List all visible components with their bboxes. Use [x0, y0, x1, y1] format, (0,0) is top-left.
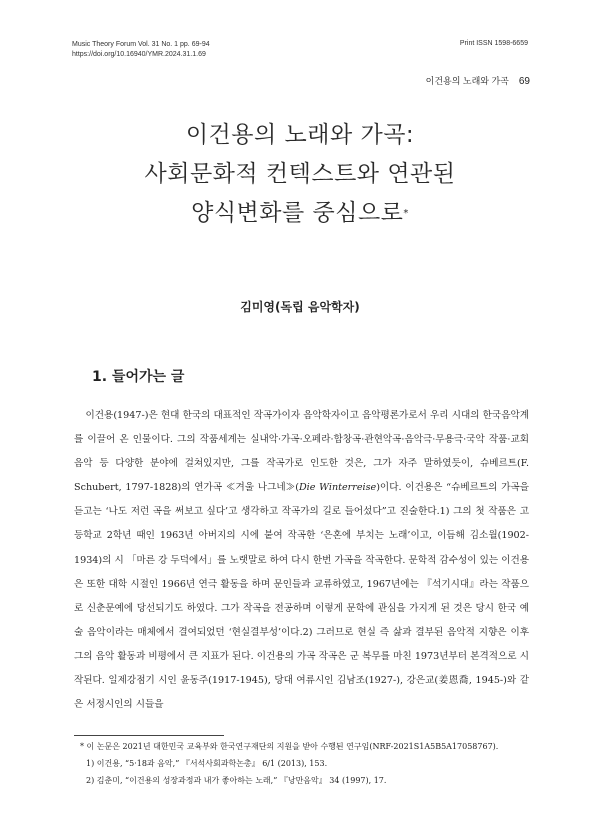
- running-head: [426, 74, 530, 87]
- issn-label: Print ISSN 1598-6659: [459, 40, 528, 47]
- running-head-title: 이건용의 노래와 가곡: [425, 76, 509, 86]
- journal-citation: Music Theory Forum Vol. 31 No. 1 pp. 69-94: [72, 41, 210, 48]
- page-number: 69: [518, 76, 530, 87]
- footnote-2: 2) 김춘미, “이건용의 성장과정과 내가 좋아하는 노래,” 『낭만음악』 34 (1997), 17.: [86, 776, 387, 785]
- doi-link[interactable]: https://doi.org/10.16940/YMR.2024.31.1.69: [72, 51, 206, 58]
- footnote-divider: [74, 735, 224, 736]
- title-line-3-text: 양식변화를 중심으로: [191, 200, 404, 226]
- title-line-2: 사회문화적 컨텍스트와 연관된: [144, 161, 456, 187]
- paper-title: [0, 116, 600, 233]
- title-line-3: [0, 194, 600, 233]
- body-paragraph: [74, 404, 529, 717]
- footnote-1: 1) 이건용, “5·18과 음악,” 『서석사회과학논총』 6/1 (2013), 153.: [86, 759, 328, 768]
- title-line-1: 이건용의 노래와 가곡:: [185, 122, 415, 148]
- title-footnote-mark[interactable]: *: [403, 208, 409, 219]
- work-title-italic: Die Winterreise: [298, 482, 377, 494]
- author-line: 김미영(독립 음악학자): [240, 300, 360, 314]
- body-text-1: 이건용(1947-)은 현대 한국의 대표적인 작곡가이자 음악학자이고 음악평론가로서 우리 시대의 한국음악계를 이끌어 온 인물이다. 그의 작품세계는 실내악·가곡·오페라·합창곡·관현악곡·음악극·무용극·국악 작품·교회음악 등 다양한 분야에 걸쳐있지만, 그를 작곡가로 인도한 것은, 그가 자주 말하였듯이, 슈베르트(F. Schubert, 1797-1828)의 연가곡 ≪겨울 나그네≫(: [74, 410, 529, 494]
- body-text-2: )이다. 이건용은 “슈베르트의 가곡을 듣고는 ‘나도 저런 곡을 써보고 싶다’고 생각하고 작곡가의 길로 들어섰다”고 진술한다.1) 그의 첫 작품은 고등학교 2학년 때인 1963년 아버지의 시에 붙여 작곡한 ‘은혼에 부치는 노래’이고, 이듬해 김소월(1902-1934)의 시 「마른 강 두덕에서」를 노랫말로 하여 다시 한번 가곡을 작곡한다. 문학적 감수성이 있는 이건용은 또한 대학 시절인 1966년 연극 활동을 하며 문인들과 교류하였고, 1967년에는 『석기시대』라는 작품으로 신춘문예에 당선되기도 하였다. 그가 작곡을 전공하며 이렇게 문학에 관심을 가지게 된 것은 당시 한국 예술 음악이라는 매체에서 결여되었던 ‘현실결부성’이다.2) 그러므로 현실 즉 삶과 결부된 음악적 지향은 이후 그의 음악 활동과 비평에서 큰 지표가 된다. 이건용의 가곡 작곡은 군 복무를 마친 1973년부터 본격적으로 시작된다. 일제강점기 시인 윤동주(1917-1945), 당대 여류시인 김남조(1927-), 강은교(姜恩喬, 1945-)와 같은 서정시인의 시들을: [74, 482, 530, 711]
- footnote-funding: * 이 논문은 2021년 대한민국 교육부와 한국연구재단의 지원을 받아 수행된 연구임(NRF-2021S1A5B5A17058767).: [80, 742, 499, 751]
- journal-header: [72, 40, 210, 60]
- section-heading: 1. 들어가는 글: [92, 369, 185, 385]
